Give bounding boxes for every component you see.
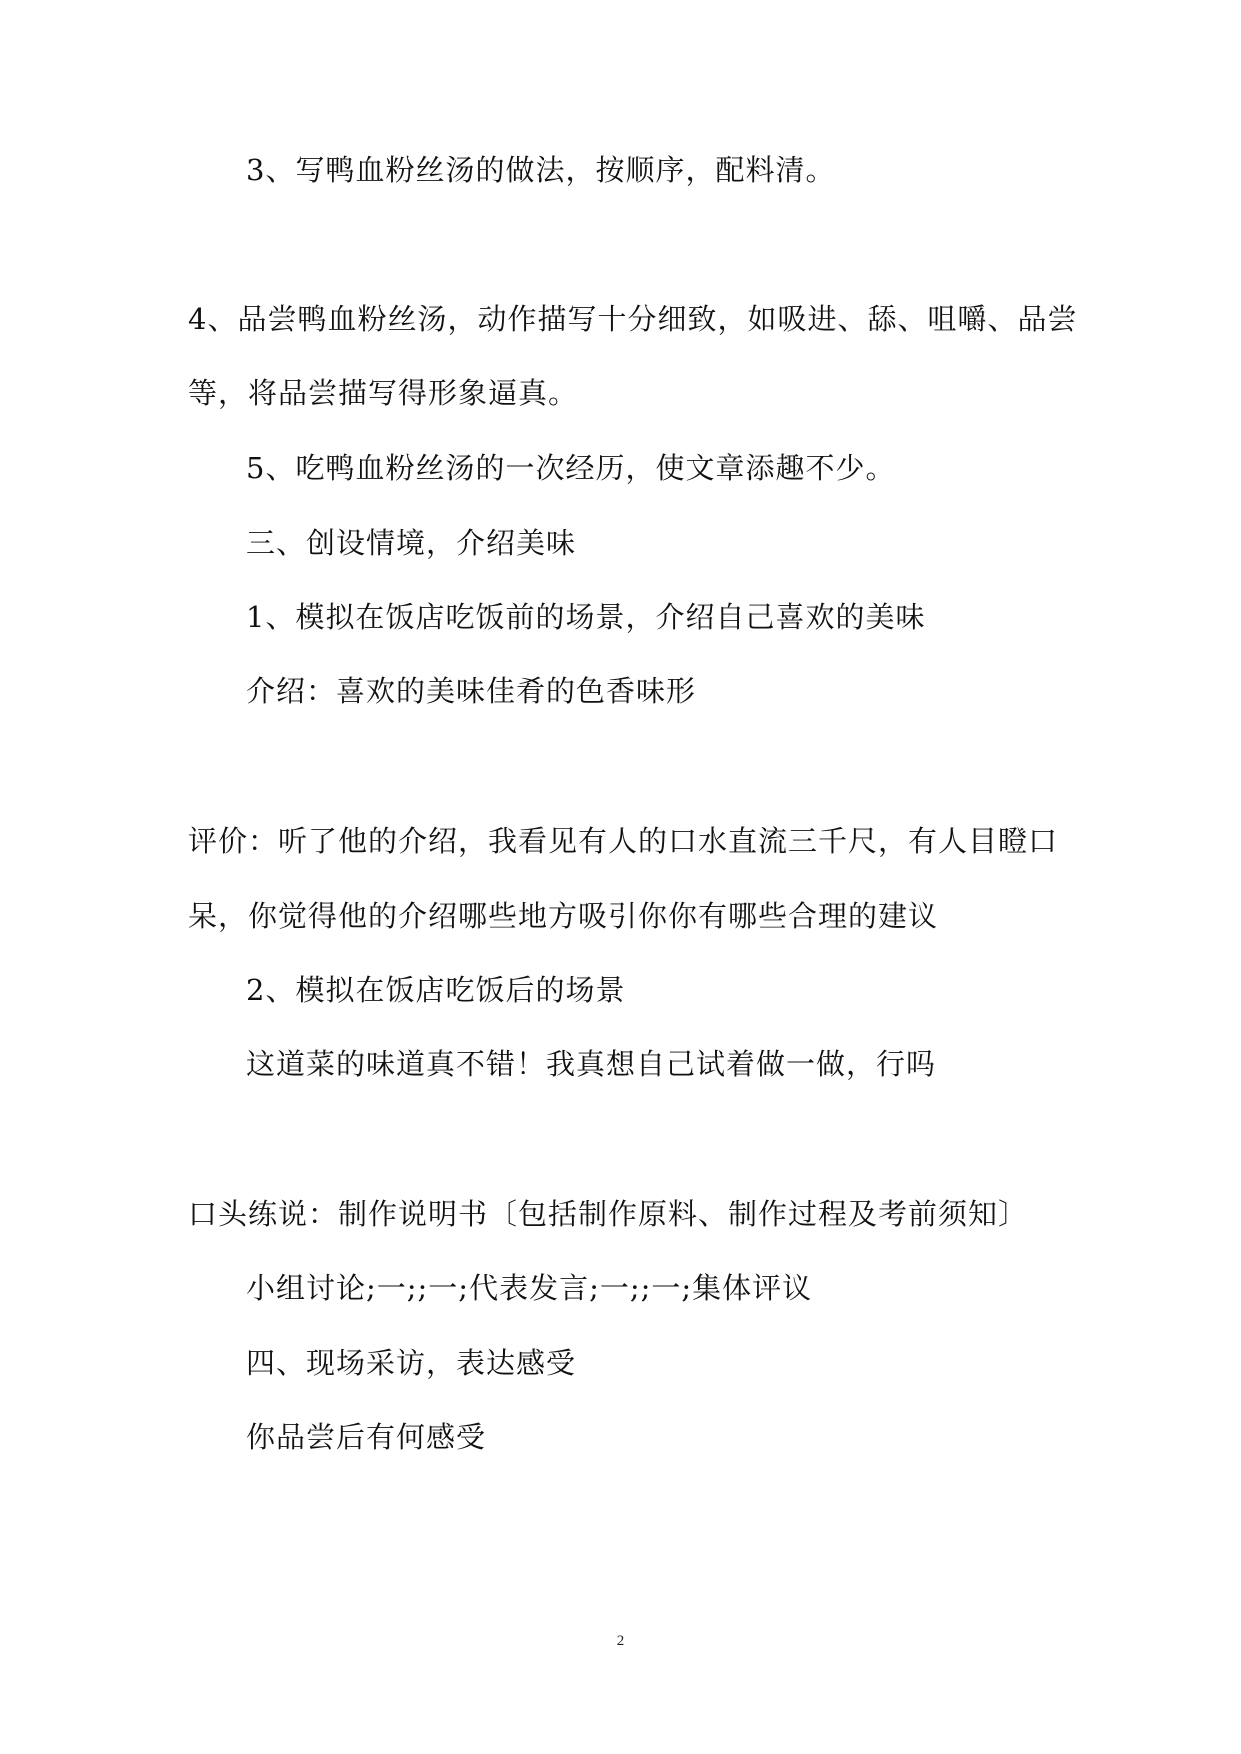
text-line: 你品尝后有何感受 [246,1420,487,1454]
text-line: 5、吃鸭血粉丝汤的一次经历，使文章添趣不少。 [246,451,896,485]
text-line: 等，将品尝描写得形象逼真。 [188,376,579,410]
text-line: 口头练说：制作说明书〔包括制作原料、制作过程及考前须知〕 [188,1197,1029,1231]
text-line: 4、品尝鸭血粉丝汤，动作描写十分细致，如吸进、舔、咀嚼、品尝 [188,302,1078,336]
section-heading: 三、创设情境，介绍美味 [246,526,577,560]
text-line: 评价：听了他的介绍，我看见有人的口水直流三千尺，有人目瞪口 [188,824,1059,858]
text-line: 2、模拟在饭店吃饭后的场景 [246,973,626,1007]
text-line: 1、模拟在饭店吃饭前的场景，介绍自己喜欢的美味 [246,600,926,634]
section-heading: 四、现场采访，表达感受 [246,1346,577,1380]
text-line: 这道菜的味道真不错！我真想自己试着做一做，行吗 [246,1047,937,1081]
text-line: 介绍：喜欢的美味佳肴的色香味形 [246,674,697,708]
text-line: 呆，你觉得他的介绍哪些地方吸引你你有哪些合理的建议 [188,899,939,933]
text-line: 小组讨论;一;;一;代表发言;一;;一;集体评议 [246,1271,813,1305]
text-line: 3、写鸭血粉丝汤的做法，按顺序，配料清。 [246,153,836,187]
page-number: 2 [616,1633,625,1649]
